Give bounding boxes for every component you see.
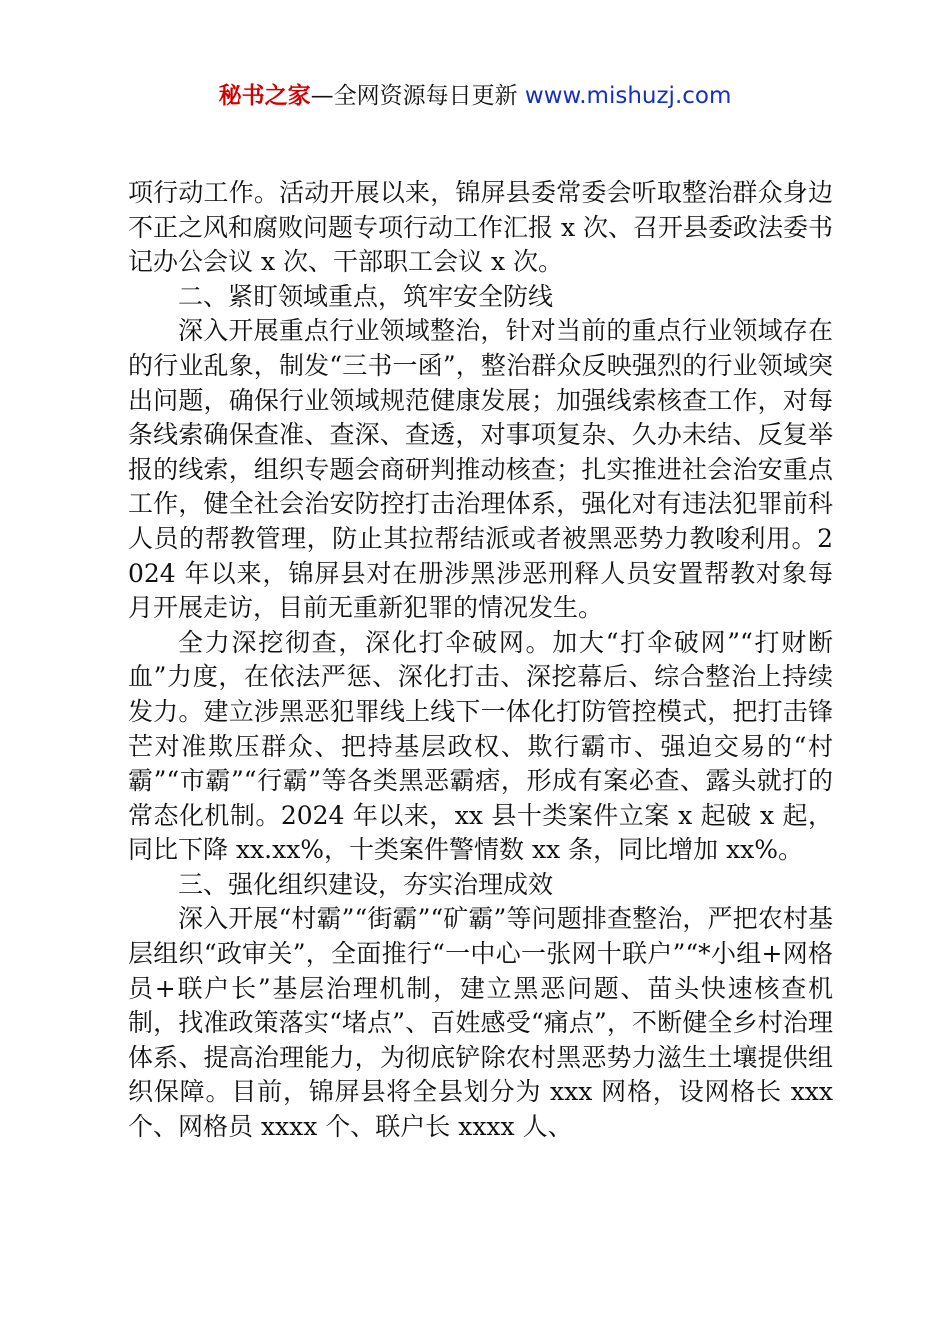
brand-name: 秘书之家 [218,83,311,109]
site-url-link[interactable]: www.mishuzj.com [524,83,732,109]
paragraph-continuation: 项行动工作。活动开展以来，锦屏县委常委会听取整治群众身边不正之风和腐败问题专项行动工作汇报 x 次、召开县委政法委书记办公会议 x 次、干部职工会议 x 次。 [128,178,833,277]
section-heading-2: 二、紧盯领域重点，筑牢安全防线 [178,281,554,311]
document-body [128,176,833,1145]
paragraph-organization-building: 深入开展“村霸”“街霸”“矿霸”等问题排查整治，严把农村基层组织“政审关”，全面推行“一中心一张网十联户”“*小组+网格员+联户长”基层治理机制，建立黑恶问题、苗头快速核查机制，找准政策落实“堵点”、百姓感受“痛点”，不断健全乡村治理体系、提高治理能力，为彻底铲除农村黑恶势力滋生土壤提供组织保障。目前，锦屏县将全县划分为 xxx 网格，设网格长 xxx 个、网格员 xxxx 个、联户长 xxxx 人、 [128,904,833,1142]
section-heading-3: 三、强化组织建设，夯实治理成效 [178,869,554,899]
site-banner [0,80,950,112]
paragraph-industry-rectification: 深入开展重点行业领域整治，针对当前的重点行业领域存在的行业乱象，制发“三书一函”，整治群众反映强烈的行业领域突出问题，确保行业领域规范健康发展；加强线索核查工作，对每条线索确保查准、查深、查透，对事项复杂、久办未结、反复举报的线索，组织专题会商研判推动核查；扎实推进社会治安重点工作，健全社会治安防控打击治理体系，强化对有违法犯罪前科人员的帮教管理，防止其拉帮结派或者被黑恶势力教唆利用。2024 年以来，锦屏县对在册涉黑涉恶刑释人员安置帮教对象每月开展走访，目前无重新犯罪的情况发生。 [128,316,833,623]
paragraph-anti-umbrella: 全力深挖彻查，深化打伞破网。加大“打伞破网”“打财断血”力度，在依法严惩、深化打击、深挖幕后、综合整治上持续发力。建立涉黑恶犯罪线上线下一体化打防管控模式，把打击锋芒对准欺压群众、把持基层政权、欺行霸市、强迫交易的“村霸”“市霸”“行霸”等各类黑恶霸痞，形成有案必查、露头就打的常态化机制。2024 年以来，xx 县十类案件立案 x 起破 x 起，同比下降 xx.xx%，十类案件警情数 xx 条，同比增加 xx%。 [128,627,833,865]
banner-tagline: —全网资源每日更新 [310,83,525,109]
